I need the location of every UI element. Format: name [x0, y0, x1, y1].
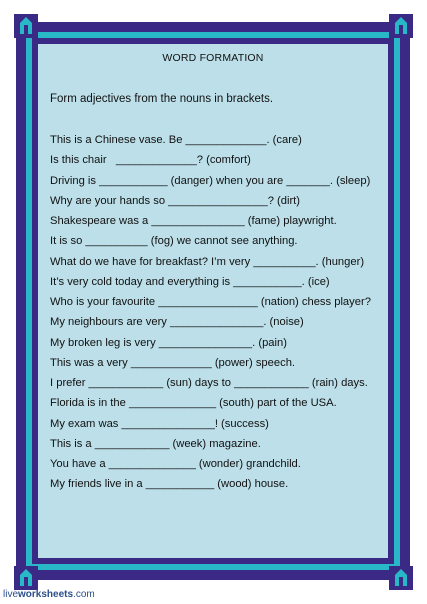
- exercise-sentence: This is a ____________ (week) magazine.: [50, 437, 261, 450]
- exercise-sentence: It is so __________ (fog) we cannot see anything.: [50, 235, 298, 248]
- frame-right-inner: [388, 38, 394, 564]
- exercise-sentence: Florida is in the ______________ (south) part of the USA.: [50, 397, 337, 410]
- exercise-sentence: Is this chair _____________? (comfort): [50, 154, 251, 167]
- exercise-sentence: I prefer ____________ (sun) days to ____________ (rain) days.: [50, 377, 368, 389]
- corner-ornament-icon: [14, 566, 38, 590]
- frame-right-accent: [394, 22, 400, 580]
- worksheet-instruction: Form adjectives from the nouns in brackets.: [50, 93, 274, 105]
- frame-bottom-outer: [16, 570, 410, 580]
- frame-top-outer: [16, 22, 410, 32]
- footer-prefix: live: [3, 589, 19, 600]
- exercise-sentence: This is a Chinese vase. Be _____________. (care): [50, 134, 302, 146]
- exercise-sentence: Why are your hands so ________________? (dirt): [50, 194, 301, 207]
- exercise-sentence: This was a very _____________ (power) speech.: [50, 356, 296, 369]
- exercise-list: [50, 130, 385, 495]
- exercise-sentence: What do we have for breakfast? I’m very __________. (hunger): [50, 255, 365, 268]
- exercise-sentence: Driving is ___________ (danger) when you are _______. (sleep): [50, 174, 371, 187]
- exercise-sentence: It’s very cold today and everything is ___________. (ice): [50, 275, 330, 288]
- corner-ornament-icon: [389, 566, 413, 590]
- corner-ornament-icon: [14, 14, 38, 38]
- exercise-sentence: My broken leg is very _______________. (pain): [50, 336, 287, 349]
- frame-bottom-inner: [30, 558, 396, 564]
- footer-brand: worksheets: [18, 589, 74, 600]
- exercise-sentence: Who is your favourite ________________ (nation) chess player?: [50, 296, 371, 308]
- exercise-sentence: My friends live in a ___________ (wood) house.: [50, 478, 289, 491]
- exercise-sentence: Shakespeare was a _______________ (fame) playwright.: [50, 215, 337, 227]
- frame-bottom-accent: [16, 564, 410, 570]
- footer-brand-link[interactable]: [3, 589, 95, 600]
- frame-left-outer: [16, 22, 26, 580]
- exercise-sentence: My neighbours are very _______________. (noise): [50, 316, 304, 329]
- exercise-sentence: My exam was _______________! (success): [50, 417, 269, 430]
- exercise-sentence: You have a ______________ (wonder) grandchild.: [50, 458, 301, 470]
- frame-right-outer: [400, 22, 410, 580]
- corner-ornament-icon: [389, 14, 413, 38]
- footer-suffix: .com: [73, 589, 95, 600]
- worksheet-title: WORD FORMATION: [162, 52, 264, 64]
